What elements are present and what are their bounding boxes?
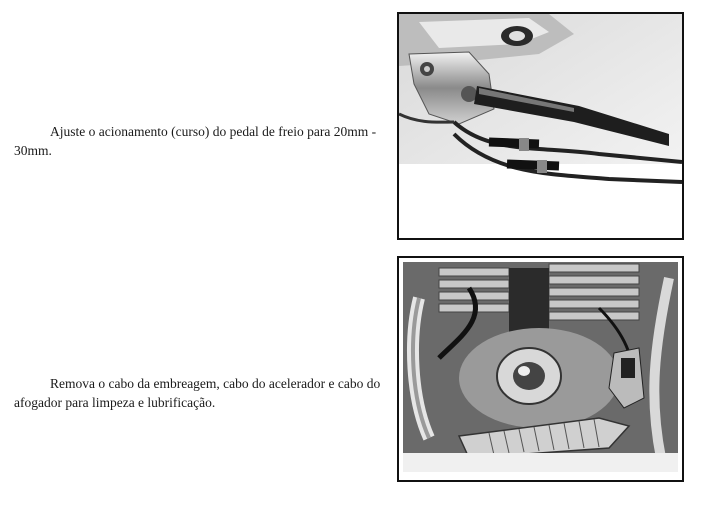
engine-cables-photo bbox=[397, 256, 684, 482]
brake-pedal-photo bbox=[397, 12, 684, 240]
brake-pedal-illustration bbox=[399, 14, 682, 238]
instruction-brake-pedal bbox=[14, 122, 384, 160]
instruction-brake-pedal-text: Ajuste o acionamento (curso) do pedal de freio para 20mm - 30mm. bbox=[14, 124, 377, 158]
instruction-cable-removal bbox=[14, 374, 384, 412]
engine-cables-illustration bbox=[399, 258, 682, 480]
instruction-cable-removal-text: Remova o cabo da embreagem, cabo do acelerador e cabo do afogador para limpeza e lubrificação. bbox=[14, 376, 381, 410]
